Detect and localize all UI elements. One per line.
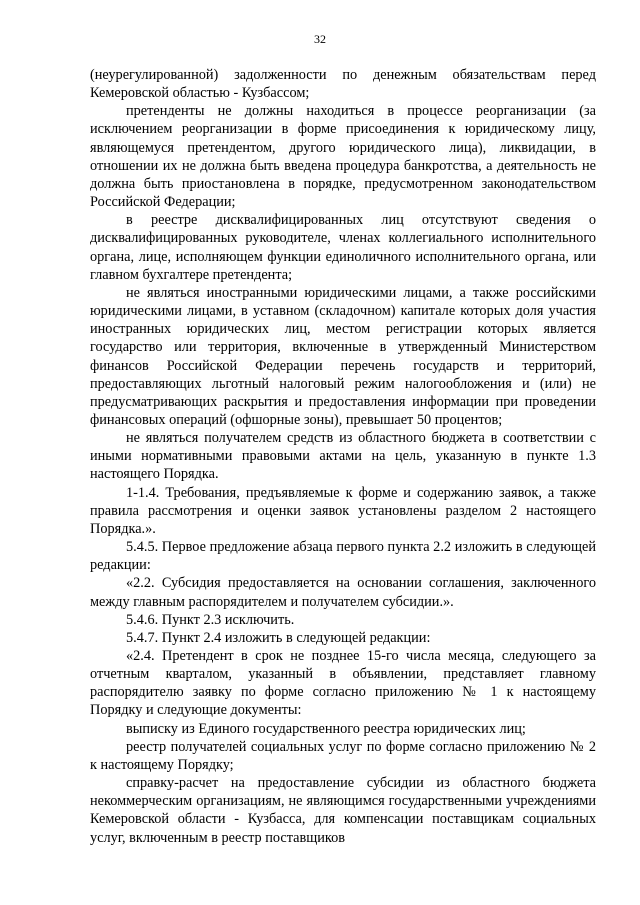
- document-body: [90, 66, 596, 847]
- paragraph: реестр получателей социальных услуг по форме согласно приложению № 2 к настоящему Порядку;: [90, 738, 596, 773]
- paragraph: не являться иностранными юридическими лицами, а также российскими юридическими лицами, в уставном (складочном) капитале которых доля участия иностранных юридических лиц, местом регистрации которых является государство или территория, включенные в утвержденный Министерством финансов Российской Федерации перечень государств и территорий, предоставляющих льготный налоговый режим налогообложения и (или) не предусматривающих раскрытия и предоставления информации при проведении финансовых операций (офшорные зоны), превышает 50 процентов;: [90, 284, 596, 428]
- paragraph: в реестре дисквалифицированных лиц отсутствуют сведения о дисквалифицированных руководителе, членах коллегиального исполнительного органа, лице, исполняющем функции единоличного исполнительного органа, или главном бухгалтере претендента;: [90, 212, 596, 283]
- paragraph: 5.4.5. Первое предложение абзаца первого пункта 2.2 изложить в следующей редакции:: [90, 539, 596, 574]
- paragraph: «2.4. Претендент в срок не позднее 15-го числа месяца, следующего за отчетным кварталом, указанный в объявлении, представляет главному распорядителю заявку по форме согласно приложению № 1 к настоящему Порядку и следующие документы:: [90, 648, 596, 719]
- paragraph: справку-расчет на предоставление субсидии из областного бюджета некоммерческим организациям, не являющимся государственными учреждениями Кемеровской области - Кузбасса, для компенсации поставщикам социальных услуг, включенным в реестр поставщиков: [90, 775, 596, 846]
- paragraph: 1-1.4. Требования, предъявляемые к форме и содержанию заявок, а также правила рассмотрения и оценки заявок установлены разделом 2 настоящего Порядка.».: [90, 484, 596, 537]
- page-number: 32: [314, 32, 326, 46]
- paragraph: претенденты не должны находиться в процессе реорганизации (за исключением реорганизации в форме присоединения к юридическому лицу, являющемуся претендентом, другого юридического лица), ликвидации, в отношении их не должна быть введена процедура банкротства, а деятельность не должна быть приостановлена в порядке, предусмотренном законодательством Российской Федерации;: [90, 103, 596, 211]
- paragraph: не являться получателем средств из областного бюджета в соответствии с иными нормативными правовыми актами на цель, указанную в пункте 1.3 настоящего Порядка.: [90, 430, 596, 483]
- paragraph: (неурегулированной) задолженности по денежным обязательствам перед Кемеровской областью - Кузбассом;: [90, 67, 596, 102]
- paragraph: 5.4.7. Пункт 2.4 изложить в следующей редакции:: [126, 629, 431, 646]
- paragraph: 5.4.6. Пункт 2.3 исключить.: [126, 611, 295, 628]
- paragraph: «2.2. Субсидия предоставляется на основании соглашения, заключенного между главным распорядителем и получателем субсидии.».: [90, 575, 596, 610]
- paragraph: выписку из Единого государственного реестра юридических лиц;: [126, 720, 526, 737]
